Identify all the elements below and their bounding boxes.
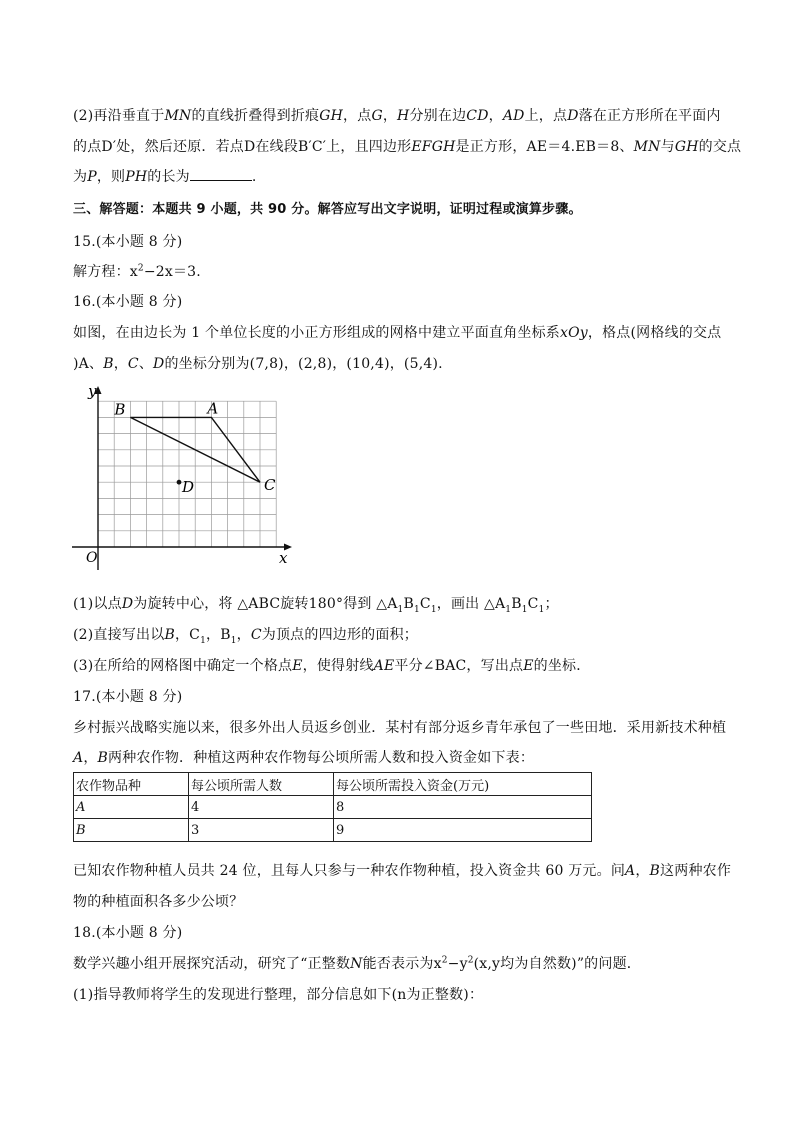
q16-sub3: (3)在所给的网格图中确定一个格点E，使得射线AE平分∠BAC，写出点E的坐标． [73, 658, 591, 674]
q14-part2-line3: 为P，则PH的长为 . [73, 169, 257, 185]
table-header-cell: 每公顷所需投入资金(万元) [334, 773, 592, 796]
table-cell: 3 [189, 819, 334, 842]
y-axis-label: y [88, 382, 97, 400]
table-row [74, 819, 592, 842]
q16-intro-line1: 如图，在由边长为 1 个单位长度的小正方形组成的网格中建立平面直角坐标系xOy，格点(网格线的交点 [73, 325, 722, 341]
q17-line3: 已知农作物种植人员共 24 位，且每人只参与一种农作物种植，投入资金共 60 万元。问A，B这两种农作 [73, 863, 732, 879]
point-d-dot [177, 480, 182, 485]
crop-table [73, 772, 592, 842]
q16-sub2: (2)直接写出以B，$C_1$，$B_1$，C为顶点的四边形的面积； [73, 627, 418, 646]
x-axis [72, 544, 292, 551]
q17-line1: 乡村振兴战略实施以来，很多外出人员返乡创业．某村有部分返乡青年承包了一些田地．采用新技术种植 [73, 720, 727, 736]
table-row [74, 796, 592, 819]
q15-equation: 解方程：$x^2-2x=3$. [73, 263, 201, 280]
table-cell: 8 [334, 796, 592, 819]
q17-line4: 物的种植面积各多少公顷？ [73, 894, 244, 910]
q14-part2-line1: (2)再沿垂直于MN的直线折叠得到折痕GH，点G，H分别在边CD，AD上，点D落在正方形所在平面内 [73, 108, 721, 124]
point-label-c: C [264, 476, 276, 495]
q18-line2: (1)指导教师将学生的发现进行整理，部分信息如下(n为正整数)： [73, 987, 484, 1003]
table-header-cell: 农作物品种 [74, 773, 189, 796]
y-axis [95, 386, 102, 570]
q16-heading: 16.(本小题 8 分) [73, 294, 183, 310]
point-label-a: A [207, 399, 219, 418]
origin-label: O [86, 550, 98, 566]
q14-part2-line2: 的点D′处，然后还原．若点D在线段B′C′上，且四边形EFGH是正方形，AE＝4.EB＝8、MN与GH的交点 [73, 139, 742, 155]
q18-line1: 数学兴趣小组开展探究活动，研究了“正整数N能否表示为$x^2-y^2(x,y$均为自然数)”的问题． [73, 955, 641, 972]
q18-heading: 18.(本小题 8 分) [73, 925, 183, 941]
answer-blank[interactable] [190, 168, 252, 181]
q16-sub1: (1)以点D为旋转中心，将 △ABC旋转180°得到 $\triangle A_1B_1C_1$，画出 $\triangle A_1B_1C_1$； [73, 596, 559, 615]
point-label-d: D [182, 478, 195, 497]
table-cell: A [74, 796, 189, 819]
section-heading: 三、解答题：本题共 9 小题，共 90 分。解答应写出文字说明，证明过程或演算步骤。 [73, 202, 582, 217]
table-header-row [74, 773, 592, 796]
table-cell: 9 [334, 819, 592, 842]
table-header-cell: 每公顷所需人数 [189, 773, 334, 796]
q16-intro-line2: )A、B，C、D的坐标分别为(7,8)，(2,8)，(10,4)，(5,4). [73, 356, 443, 372]
table-cell: B [74, 819, 189, 842]
q17-heading: 17.(本小题 8 分) [73, 689, 183, 705]
point-label-b: B [114, 400, 126, 419]
coordinate-grid-figure [60, 378, 310, 578]
q15-heading: 15.(本小题 8 分) [73, 234, 183, 250]
grid-lines [98, 401, 276, 547]
q17-line2: A，B两种农作物．种植这两种农作物每公顷所需人数和投入资金如下表： [73, 750, 535, 766]
table-cell: 4 [189, 796, 334, 819]
x-axis-label: x [279, 549, 288, 567]
